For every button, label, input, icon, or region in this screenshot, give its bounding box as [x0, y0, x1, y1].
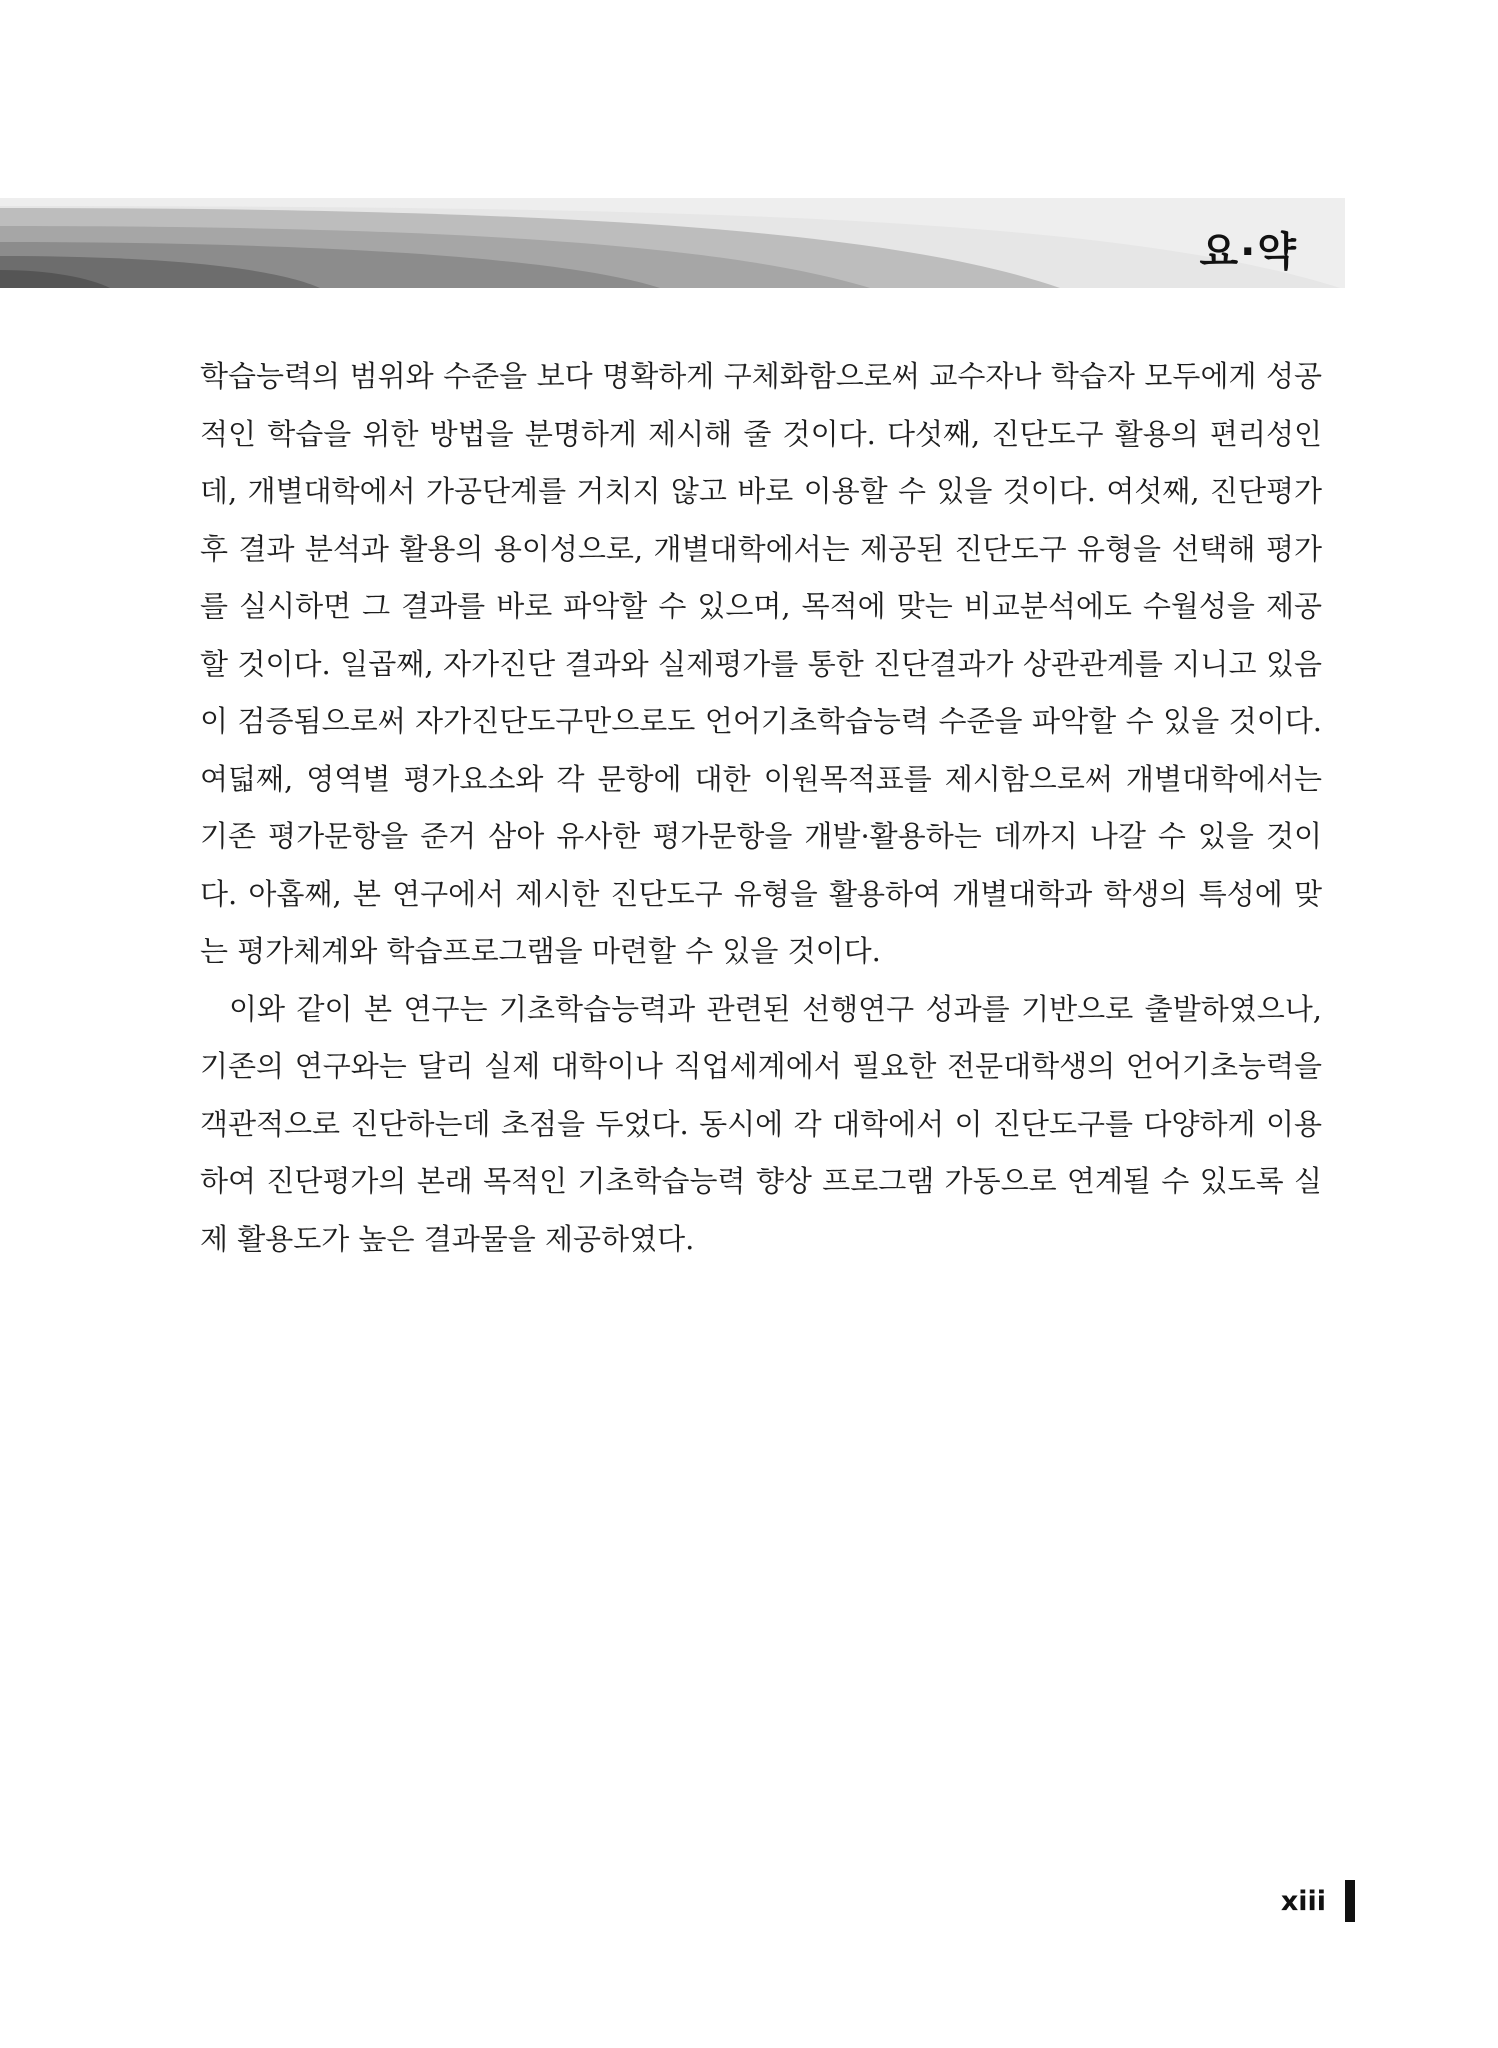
page-number-bar [1345, 1880, 1355, 1922]
page-number: xiii [1280, 1886, 1326, 1917]
section-title: 요·약 [1199, 229, 1298, 275]
header-band [0, 198, 1345, 288]
body-paragraph: 학습능력의 범위와 수준을 보다 명확하게 구체화함으로써 교수자나 학습자 모두에게 성공적인 학습을 위한 방법을 분명하게 제시해 줄 것이다. 다섯째, 진단도구 활용의 편리성인데, 개별대학에서 가공단계를 거치지 않고 바로 이용할 수 있을 것이다. 여섯째, 진단평가 후 결과 분석과 활용의 용이성으로, 개별대학에서는 제공된 진단도구 유형을 선택해 평가를 실시하면 그 결과를 바로 파악할 수 있으며, 목적에 맞는 비교분석에도 수월성을 제공할 것이다. 일곱째, 자가진단 결과와 실제평가를 통한 진단결과가 상관관계를 지니고 있음이 검증됨으로써 자가진단도구만으로도 언어기초학습능력 수준을 파악할 수 있을 것이다. 여덟째, 영역별 평가요소와 각 문항에 대한 이원목적표를 제시함으로써 개별대학에서는 기존 평가문항을 준거 삼아 유사한 평가문항을 개발·활용하는 데까지 나갈 수 있을 것이다. 아홉째, 본 연구에서 제시한 진단도구 유형을 활용하여 개별대학과 학생의 특성에 맞는 평가체계와 학습프로그램을 마련할 수 있을 것이다. [200, 359, 1322, 968]
body-paragraph: 이와 같이 본 연구는 기초학습능력과 관련된 선행연구 성과를 기반으로 출발하였으나, 기존의 연구와는 달리 실제 대학이나 직업세계에서 필요한 전문대학생의 언어기초능력을 객관적으로 진단하는데 초점을 두었다. 동시에 각 대학에서 이 진단도구를 다양하게 이용하여 진단평가의 본래 목적인 기초학습능력 향상 프로그램 가동으로 연계될 수 있도록 실제 활용도가 높은 결과물을 제공하였다. [200, 991, 1322, 1256]
header-swoosh-graphic [0, 198, 1345, 288]
summary-body-text [200, 348, 1322, 1268]
